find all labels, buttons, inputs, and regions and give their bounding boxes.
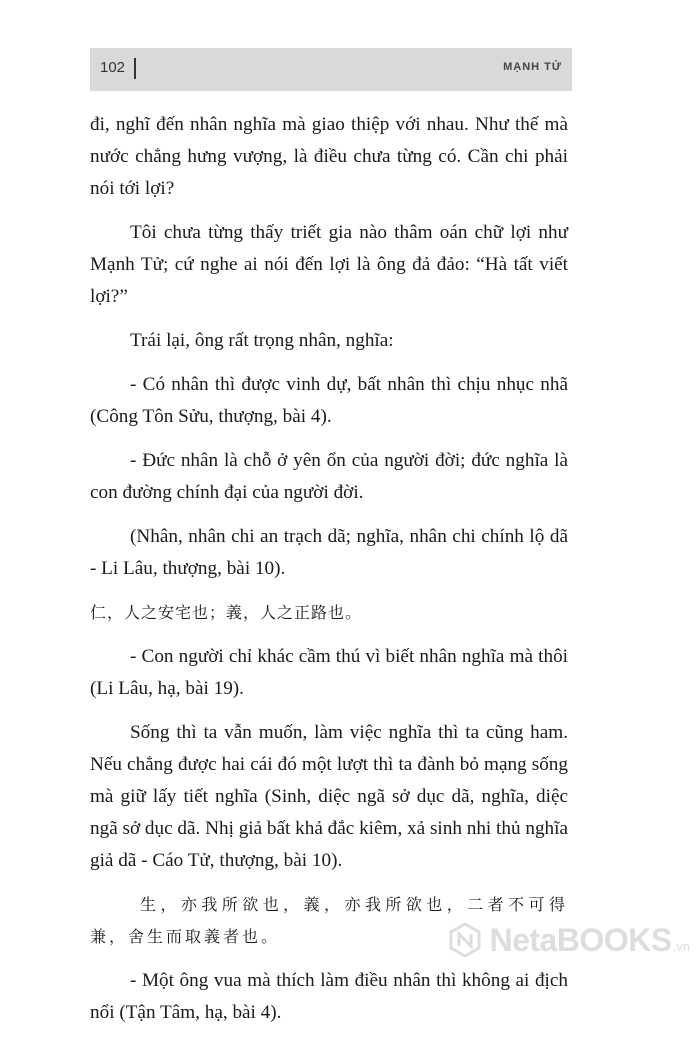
netabooks-logo-icon bbox=[447, 922, 483, 958]
watermark bbox=[447, 920, 690, 960]
paragraph: - Đức nhân là chỗ ở yên ổn của người đời; đức nghĩa là con đường chính đại của người đời. bbox=[90, 450, 568, 503]
chinese-quote: 仁，人之安宅也；義，人之正路也。 bbox=[90, 603, 363, 622]
paragraph: - Có nhân thì được vinh dự, bất nhân thì chịu nhục nhã (Công Tôn Sửu, thượng, bài 4). bbox=[90, 374, 568, 427]
paragraph: Tôi chưa từng thấy triết gia nào thâm oán chữ lợi như Mạnh Tử; cứ nghe ai nói đến lợi là ông đả đảo: “Hà tất viết lợi?” bbox=[90, 222, 568, 307]
paragraph: (Nhân, nhân chi an trạch dã; nghĩa, nhân chi chính lộ dã - Li Lâu, thượng, bài 10). bbox=[90, 526, 568, 579]
running-title: MẠNH TỬ bbox=[503, 61, 562, 73]
paragraph: - Con người chỉ khác cầm thú vì biết nhân nghĩa mà thôi (Li Lâu, hạ, bài 19). bbox=[90, 646, 568, 699]
watermark-suffix: .vn bbox=[672, 939, 690, 954]
header-divider bbox=[134, 58, 136, 79]
page-body bbox=[90, 109, 568, 1041]
paragraph: Sống thì ta vẫn muốn, làm việc nghĩa thì ta cũng ham. Nếu chẳng được hai cái đó một lượt thì ta đành bỏ mạng sống mà giữ lấy tiết nghĩa (Sinh, diệc ngã sở dục dã, nghĩa, diệc ngã sở dục dã. Nhị giả bất khả đắc kiêm, xả sinh nhi thủ nghĩa giả dã - Cáo Tử, thượng, bài 10). bbox=[90, 722, 569, 871]
watermark-brand: NetaBOOKS bbox=[489, 921, 672, 958]
chinese-quote: 生，亦我所欲也，義，亦我所欲也，二者不可得兼，舍生而取義者也。 bbox=[90, 895, 568, 946]
paragraph: đi, nghĩ đến nhân nghĩa mà giao thiệp với nhau. Như thế mà nước chẳng hưng vượng, là điều chưa từng có. Cần chi phải nói tới lợi? bbox=[90, 114, 568, 199]
paragraph: - Một ông vua mà thích làm điều nhân thì không ai địch nổi (Tận Tâm, hạ, bài 4). bbox=[90, 970, 568, 1023]
page-header bbox=[90, 48, 572, 91]
page-number: 102 bbox=[100, 59, 126, 76]
paragraph: Trái lại, ông rất trọng nhân, nghĩa: bbox=[130, 330, 394, 351]
